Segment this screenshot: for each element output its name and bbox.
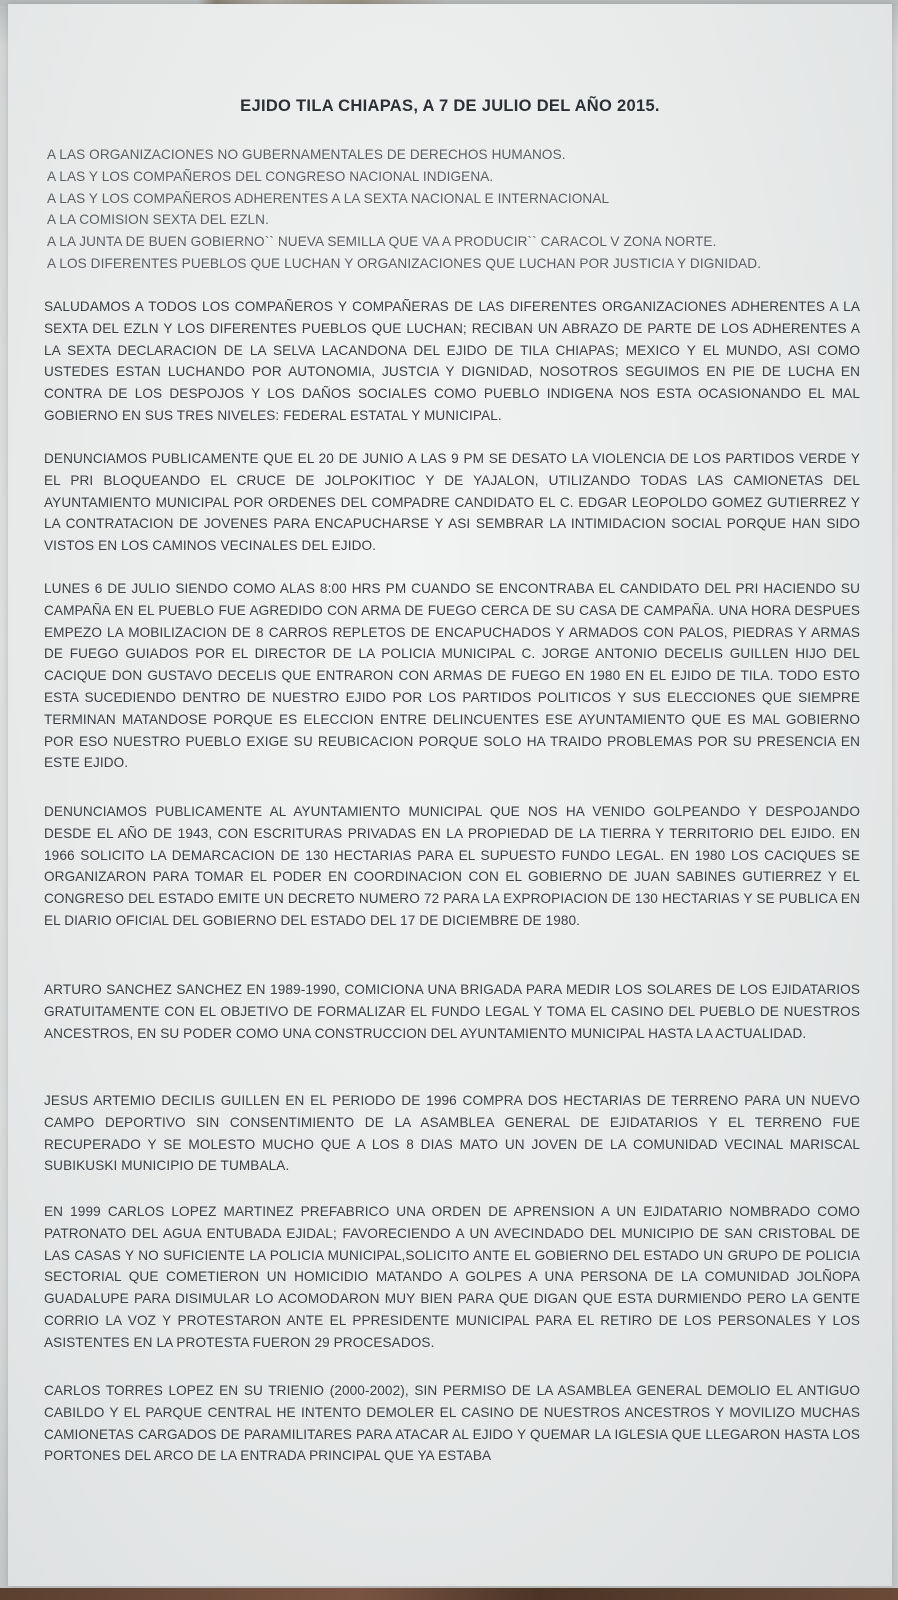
bottom-edge bbox=[0, 1588, 898, 1600]
document-title: EJIDO TILA CHIAPAS, A 7 DE JULIO DEL AÑO 2015. bbox=[240, 97, 660, 115]
addressee-line: A LAS Y LOS COMPAÑEROS DEL CONGRESO NACIONAL INDIGENA. bbox=[47, 168, 494, 184]
paragraph-carlos-torres: CARLOS TORRES LOPEZ EN SU TRIENIO (2000-2002), SIN PERMISO DE LA ASAMBLEA GENERAL DEMOLIO EL ANTIGUO CABILDO Y EL PARQUE CENTRAL HE INTENTO DEMOLER EL CASINO DE NUESTROS ANCESTROS Y MOVILIZO MUCHAS CAMIONETAS CARGADOS DE PARAMILITARES PARA ATACAR AL EJIDO Y QUEMAR LA IGLESIA QUE LLEGARON HASTA LOS PORTONES DEL ARCO DE LA ENTRADA PRINCIPAL QUE YA ESTABA bbox=[44, 1383, 860, 1464]
addressee-line: A LOS DIFERENTES PUEBLOS QUE LUCHAN Y ORGANIZACIONES QUE LUCHAN POR JUSTICIA Y DIGNIDAD. bbox=[47, 255, 762, 271]
addressee-line: A LA COMISION SEXTA DEL EZLN. bbox=[47, 212, 269, 228]
addressee-line: A LA JUNTA DE BUEN GOBIERNO`` NUEVA SEMILLA QUE VA A PRODUCIR`` CARACOL V ZONA NORTE. bbox=[47, 234, 717, 250]
paragraph-greeting: SALUDAMOS A TODOS LOS COMPAÑEROS Y COMPAÑERAS DE LAS DIFERENTES ORGANIZACIONES ADHERENTES A LA SEXTA DEL EZLN Y LOS DIFERENTES PUEBLOS QUE LUCHAN; RECIBAN UN ABRAZO DE PARTE DE LOS ADHERENTES A LA SEXTA DECLARACION DE LA SELVA LACANDONA DEL EJIDO DE TILA CHIAPAS; MEXICO Y EL MUNDO, ASI COMO USTEDES ESTAN LUCHANDO POR AUTONOMIA, JUSTCIA Y DIGNIDAD, NOSOTROS SEGUIMOS EN PIE DE LUCHA EN CONTRA DE LOS DESPOJOS Y LOS DAÑOS SOCIALES COMO PUEBLO INDIGENA NOS ESTA OCASIONANDO EL MAL GOBIERNO EN SUS TRES NIVELES: FEDERAL ESTATAL Y MUNICIPAL. bbox=[44, 299, 860, 423]
paragraph-denuncia-junio: DENUNCIAMOS PUBLICAMENTE QUE EL 20 DE JUNIO A LAS 9 PM SE DESATO LA VIOLENCIA DE LOS PARTIDOS VERDE Y EL PRI BLOQUEANDO EL CRUCE DE JOLPOKITIOC Y DE YAJALON, UTILIZANDO TODAS LAS CAMIONETAS DEL AYUNTAMIENTO MUNICIPAL POR ORDENES DEL COMPADRE CANDIDATO EL C. EDGAR LEOPOLDO GOMEZ GUTIERREZ Y LA CONTRATACION DE JOVENES PARA ENCAPUCHARSE Y ASI SEMBRAR LA INTIMIDACION SOCIAL PORQUE HAN SIDO VISTOS EN LOS CAMINOS VECINALES DEL EJIDO. bbox=[44, 451, 860, 554]
addressee-line: A LAS ORGANIZACIONES NO GUBERNAMENTALES DE DERECHOS HUMANOS. bbox=[47, 147, 566, 162]
paragraph-lunes-julio: LUNES 6 DE JULIO SIENDO COMO ALAS 8:00 HRS PM CUANDO SE ENCONTRABA EL CANDIDATO DEL PRI HACIENDO SU CAMPAÑA EN EL PUEBLO FUE AGREDIDO CON ARMA DE FUEGO CERCA DE SU CASA DE CAMPAÑA. UNA HORA DESPUES EMPEZO LA MOBILIZACION DE 8 CARROS REPLETOS DE ENCAPUCHADOS Y ARMADOS CON PALOS, PIEDRAS Y ARMAS DE FUEGO GUIADOS POR EL DIRECTOR DE LA POLICIA MUNICIPAL C. JORGE ANTONIO DECELIS GUILLEN HIJO DEL CACIQUE DON GUSTAVO DECELIS QUE ENTRARON CON ARMAS DE FUEGO EN 1980 EN EL EJIDO DE TILA. TODO ESTO ESTA SUCEDIENDO DENTRO DE NUESTRO EJIDO POR LOS PARTIDOS POLITICOS Y SUS ELECCIONES QUE SIEMPRE TERMINAN MATANDOSE PORQUE ES ELECCION ENTRE DELINCUENTES ESE AYUNTAMIENTO QUE ES MAL GOBIERNO POR ESO NUESTRO PUEBLO EXIGE SU REUBICACION PORQUE SOLO HA TRAIDO PROBLEMAS POR SU PRESENCIA EN ESTE EJIDO. bbox=[44, 581, 860, 771]
paragraph-1999: EN 1999 CARLOS LOPEZ MARTINEZ PREFABRICO UNA ORDEN DE APRENSION A UN EJIDATARIO NOMBRADO COMO PATRONATO DEL AGUA ENTUBADA EJIDAL; FAVORECIENDO A UN AVECINDADO DEL MUNICIPIO DE SAN CRISTOBAL DE LAS CASAS Y NO SUFICIENTE LA POLICIA MUNICIPAL,SOLICITO ANTE EL GOBIERNO DEL ESTADO UN GRUPO DE POLICIA SECTORIAL QUE COMETIERON UN HOMICIDIO MATANDO A GOLPES A UNA PERSONA DE LA COMUNIDAD JOLÑOPA GUADALUPE PARA DISIMULAR LO ACOMODARON MUY BIEN PARA QUE DIGAN QUE ESTA DURMIENDO PERO LA GENTE CORRIO LA VOZ Y PROTESTARON ANTE EL PPRESIDENTE MUNICIPAL PARA EL RETIRO DE LOS PERSONALES Y LOS ASISTENTES EN LA PROTESTA FUERON 29 PROCESADOS. bbox=[44, 1204, 860, 1350]
paragraph-jesus-artemio: JESUS ARTEMIO DECILIS GUILLEN EN EL PERIODO DE 1996 COMPRA DOS HECTARIAS DE TERRENO PARA UN NUEVO CAMPO DEPORTIVO SIN CONSENTIMIENTO DE LA ASAMBLEA GENERAL DE EJIDATARIOS Y EL TERRENO FUE RECUPERADO Y SE MOLESTO MUCHO QUE A LOS 8 DIAS MATO UN JOVEN DE LA COMUNIDAD VECINAL MARISCAL SUBIKUSKI MUNICIPIO DE TUMBALA. bbox=[44, 1093, 860, 1174]
paper-sheet bbox=[8, 4, 892, 1586]
paragraph-denuncia-ayuntamiento: DENUNCIAMOS PUBLICAMENTE AL AYUNTAMIENTO MUNICIPAL QUE NOS HA VENIDO GOLPEANDO Y DESPOJANDO DESDE EL AÑO DE 1943, CON ESCRITURAS PRIVADAS EN LA PROPIEDAD DE LA TIERRA Y TERRITORIO DEL EJIDO. EN 1966 SOLICITO LA DEMARCACION DE 130 HECTARIAS PARA EL SUPUESTO FUNDO LEGAL. EN 1980 LOS CACIQUES SE ORGANIZARON PARA TOMAR EL PODER EN COORDINACION CON EL GOBIERNO DE JUAN SABINES GUTIERREZ Y EL CONGRESO DEL ESTADO EMITE UN DECRETO NUMERO 72 PARA LA EXPROPIACION DE 130 HECTARIAS Y SE PUBLICA EN EL DIARIO OFICIAL DEL GOBIERNO DEL ESTADO DEL 17 DE DICIEMBRE DE 1980. bbox=[44, 804, 860, 928]
paragraph-arturo-sanchez: ARTURO SANCHEZ SANCHEZ EN 1989-1990, COMICIONA UNA BRIGADA PARA MEDIR LOS SOLARES DE LOS EJIDATARIOS GRATUITAMENTE CON EL OBJETIVO DE FORMALIZAR EL FUNDO LEGAL Y TOMA EL CASINO DEL PUEBLO DE NUESTROS ANCESTROS, EN SU PODER COMO UNA CONSTRUCCION DEL AYUNTAMIENTO MUNICIPAL HASTA LA ACTUALIDAD. bbox=[44, 982, 860, 1041]
addressee-line: A LAS Y LOS COMPAÑEROS ADHERENTES A LA SEXTA NACIONAL E INTERNACIONAL bbox=[47, 190, 610, 206]
addressee-list bbox=[47, 144, 867, 275]
